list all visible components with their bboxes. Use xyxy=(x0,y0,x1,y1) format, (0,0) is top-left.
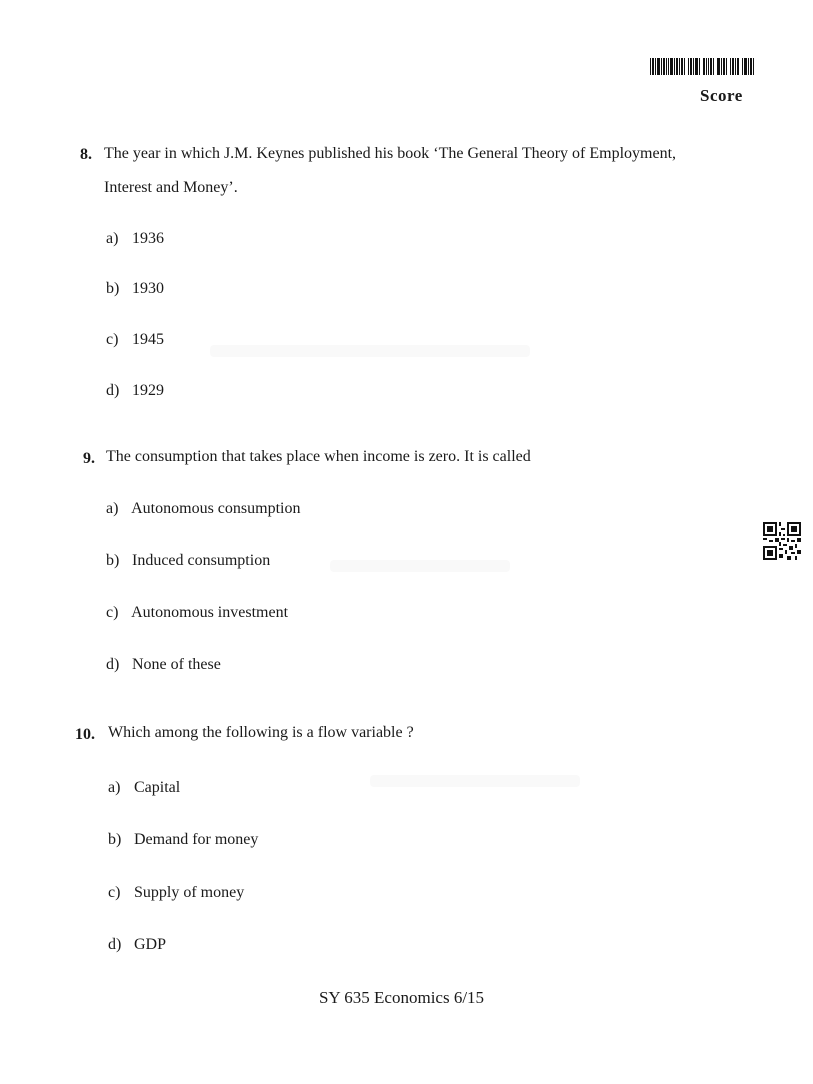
page-footer xyxy=(0,988,813,1008)
option-b[interactable] xyxy=(106,552,270,570)
option-text: 1929 xyxy=(132,382,164,399)
option-label: c) xyxy=(108,884,121,901)
option-a[interactable] xyxy=(106,500,300,518)
question-text-line: Which among the following is a flow variable ? xyxy=(108,724,414,741)
option-text: Capital xyxy=(134,779,181,796)
option-label: b) xyxy=(106,552,120,569)
option-c[interactable] xyxy=(108,884,244,902)
option-text: Autonomous investment xyxy=(131,604,289,621)
footer-text: SY 635 Economics 6/15 xyxy=(318,988,485,1007)
scan-smudge xyxy=(210,345,530,357)
option-label: b) xyxy=(106,280,120,297)
option-b[interactable] xyxy=(108,831,258,849)
option-label: c) xyxy=(106,331,119,348)
option-d[interactable] xyxy=(106,656,221,674)
option-text: 1936 xyxy=(132,230,164,247)
option-text: Supply of money xyxy=(134,884,245,901)
option-label: c) xyxy=(106,604,119,621)
option-label: d) xyxy=(106,382,120,399)
score-label: Score xyxy=(700,86,743,105)
option-label: a) xyxy=(106,500,119,517)
barcode-icon xyxy=(650,58,754,75)
option-label: a) xyxy=(108,779,121,796)
option-text: 1930 xyxy=(132,280,164,297)
scan-smudge xyxy=(330,560,510,572)
option-d[interactable] xyxy=(108,936,166,954)
option-label: d) xyxy=(108,936,122,953)
question-text-line: Interest and Money’. xyxy=(104,179,238,196)
qr-code-icon xyxy=(763,522,801,560)
option-label: a) xyxy=(106,230,119,247)
option-text: Autonomous consumption xyxy=(131,500,301,517)
option-label: b) xyxy=(108,831,122,848)
question-text-line: The year in which J.M. Keynes published his book ‘The General Theory of Employment, xyxy=(104,145,677,162)
scan-smudge xyxy=(370,775,580,787)
option-text: Demand for money xyxy=(134,831,259,848)
option-text: None of these xyxy=(132,656,221,673)
option-c[interactable] xyxy=(106,604,288,622)
option-c[interactable] xyxy=(106,331,164,349)
option-a[interactable] xyxy=(108,779,180,797)
option-d[interactable] xyxy=(106,382,164,400)
question-text-line: The consumption that takes place when income is zero. It is called xyxy=(106,448,531,465)
question-number: 8. xyxy=(80,146,92,163)
question-number: 10. xyxy=(75,726,95,743)
option-text: 1945 xyxy=(132,331,164,348)
option-b[interactable] xyxy=(106,280,164,298)
option-label: d) xyxy=(106,656,120,673)
option-a[interactable] xyxy=(106,230,164,248)
option-text: Induced consumption xyxy=(132,552,271,569)
question-number: 9. xyxy=(83,450,95,467)
option-text: GDP xyxy=(134,936,167,953)
